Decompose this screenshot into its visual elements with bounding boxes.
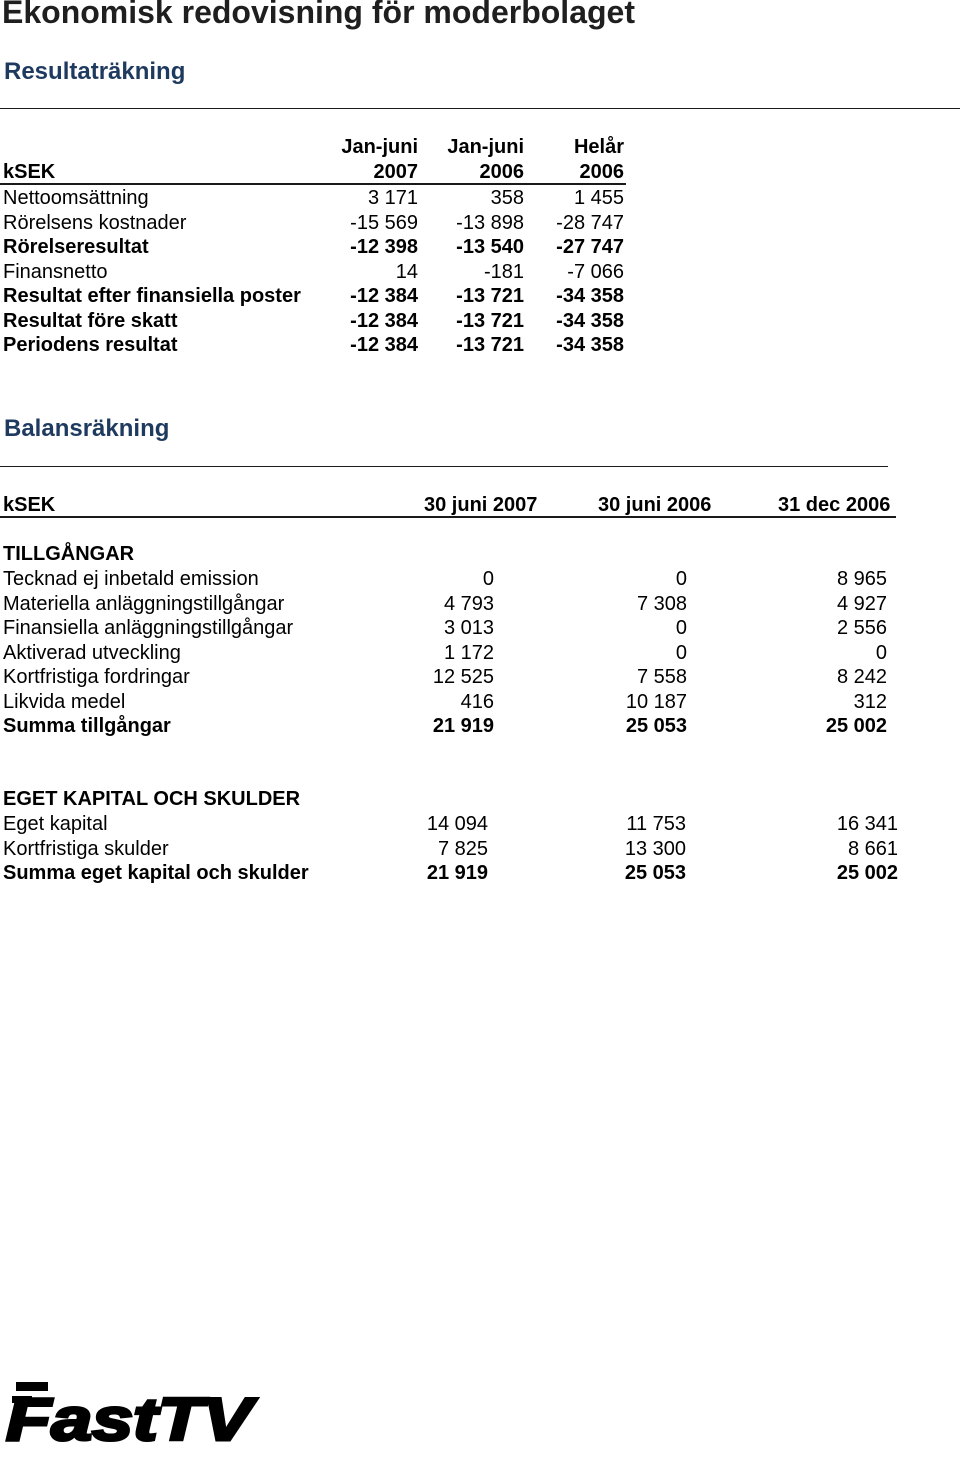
fasttv-logo bbox=[0, 1372, 262, 1457]
income-row-value: -181 bbox=[483, 260, 524, 283]
income-row-label: Resultat efter finansiella poster bbox=[3, 285, 301, 307]
asset-row-value: 25 002 bbox=[825, 715, 887, 737]
asset-row-value: 1 172 bbox=[443, 641, 494, 664]
income-unit-label: kSEK bbox=[3, 161, 56, 183]
income-row-label: Rörelsens kostnader bbox=[3, 211, 187, 234]
asset-row-value: 7 558 bbox=[636, 666, 687, 688]
asset-row-value: 21 919 bbox=[432, 715, 494, 737]
income-divider bbox=[0, 108, 960, 109]
income-row-value: -13 898 bbox=[456, 211, 524, 234]
income-row-value: 1 455 bbox=[573, 187, 624, 209]
income-row-value: -13 540 bbox=[456, 236, 524, 258]
income-row-value: -28 747 bbox=[556, 211, 624, 234]
asset-row-value: 3 013 bbox=[443, 617, 494, 639]
income-row-value: -13 721 bbox=[456, 334, 524, 356]
asset-row-value: 25 053 bbox=[625, 715, 687, 737]
balance-header-underline bbox=[0, 516, 896, 518]
equity-row-value: 21 919 bbox=[426, 862, 488, 884]
income-row-value: -15 569 bbox=[350, 211, 418, 234]
equity-row-label: Kortfristiga skulder bbox=[3, 837, 169, 860]
income-row-value: 3 171 bbox=[367, 187, 418, 209]
equity-row-value: 13 300 bbox=[624, 837, 686, 860]
income-col-header: Jan-juni bbox=[341, 136, 418, 158]
equity-row-value: 25 002 bbox=[836, 862, 898, 884]
balance-unit-label: kSEK bbox=[3, 494, 56, 516]
balance-divider bbox=[0, 466, 888, 467]
income-row-label: Resultat före skatt bbox=[3, 309, 178, 332]
income-row-value: -27 747 bbox=[556, 236, 624, 258]
asset-row-value: 2 556 bbox=[836, 617, 887, 639]
income-col-header: Helår bbox=[573, 136, 624, 158]
income-row-label: Finansnetto bbox=[3, 260, 108, 283]
asset-row-value: 4 927 bbox=[836, 592, 887, 615]
asset-row-value: 10 187 bbox=[625, 690, 687, 713]
income-row-value: -12 384 bbox=[350, 309, 418, 332]
asset-row-value: 7 308 bbox=[636, 592, 687, 615]
asset-row-value: 0 bbox=[675, 641, 687, 664]
equity-row-value: 8 661 bbox=[847, 837, 898, 860]
income-row-value: 358 bbox=[490, 187, 524, 209]
asset-row-value: 0 bbox=[675, 617, 687, 639]
income-row-label: Periodens resultat bbox=[3, 334, 178, 356]
asset-row-value: 0 bbox=[675, 568, 687, 590]
income-row-value: -12 398 bbox=[350, 236, 418, 258]
equity-row-value: 11 753 bbox=[626, 813, 686, 835]
asset-row-value: 0 bbox=[875, 641, 887, 664]
income-row-value: -13 721 bbox=[456, 309, 524, 332]
income-row-value: 14 bbox=[395, 260, 418, 283]
income-row-value: -34 358 bbox=[556, 334, 624, 356]
asset-row-value: 8 965 bbox=[836, 568, 887, 590]
income-row-value: -12 384 bbox=[350, 285, 418, 307]
balance-col-header: 30 juni 2006 bbox=[598, 494, 712, 516]
asset-row-label: Likvida medel bbox=[3, 690, 126, 713]
income-row-value: -34 358 bbox=[556, 285, 624, 307]
income-col-year: 2006 bbox=[579, 161, 624, 183]
income-row-label: Nettoomsättning bbox=[3, 187, 149, 209]
balance-col-header: 30 juni 2007 bbox=[424, 494, 538, 516]
asset-row-value: 4 793 bbox=[443, 592, 494, 615]
income-row-label: Rörelseresultat bbox=[3, 236, 149, 258]
equity-row-value: 16 341 bbox=[836, 813, 898, 835]
asset-row-label: Finansiella anläggningstillgångar bbox=[3, 617, 294, 639]
income-row-value: -7 066 bbox=[567, 260, 624, 283]
asset-row-label: Tecknad ej inbetald emission bbox=[3, 568, 259, 590]
equity-row-value: 14 094 bbox=[426, 813, 488, 835]
income-row-value: -13 721 bbox=[456, 285, 524, 307]
asset-row-value: 312 bbox=[853, 690, 887, 713]
income-row-value: -34 358 bbox=[556, 309, 624, 332]
asset-row-value: 12 525 bbox=[432, 666, 494, 688]
equity-row-value: 25 053 bbox=[624, 862, 686, 884]
asset-row-label: Materiella anläggningstillgångar bbox=[3, 592, 285, 615]
asset-row-value: 0 bbox=[482, 568, 494, 590]
equity-row-label: Summa eget kapital och skulder bbox=[3, 862, 309, 884]
income-col-year: 2007 bbox=[373, 161, 418, 183]
equity-heading: EGET KAPITAL OCH SKULDER bbox=[3, 788, 301, 810]
assets-heading: TILLGÅNGAR bbox=[3, 543, 135, 565]
svg-text:FastTV: FastTV bbox=[6, 1386, 259, 1452]
asset-row-value: 8 242 bbox=[836, 666, 887, 688]
equity-row-label: Eget kapital bbox=[3, 813, 108, 835]
asset-row-label: Kortfristiga fordringar bbox=[3, 666, 190, 688]
asset-row-value: 416 bbox=[460, 690, 494, 713]
income-col-header: Jan-juni bbox=[447, 136, 524, 158]
balance-col-header: 31 dec 2006 bbox=[778, 494, 891, 516]
page-title: Ekonomisk redovisning för moderbolaget bbox=[2, 0, 635, 30]
income-col-year: 2006 bbox=[479, 161, 524, 183]
equity-row-value: 7 825 bbox=[437, 837, 488, 860]
balance-heading: Balansräkning bbox=[4, 415, 170, 442]
asset-row-label: Summa tillgångar bbox=[3, 715, 171, 737]
income-row-value: -12 384 bbox=[350, 334, 418, 356]
asset-row-label: Aktiverad utveckling bbox=[3, 641, 181, 664]
income-heading: Resultaträkning bbox=[4, 58, 186, 85]
income-header-underline bbox=[0, 183, 626, 185]
